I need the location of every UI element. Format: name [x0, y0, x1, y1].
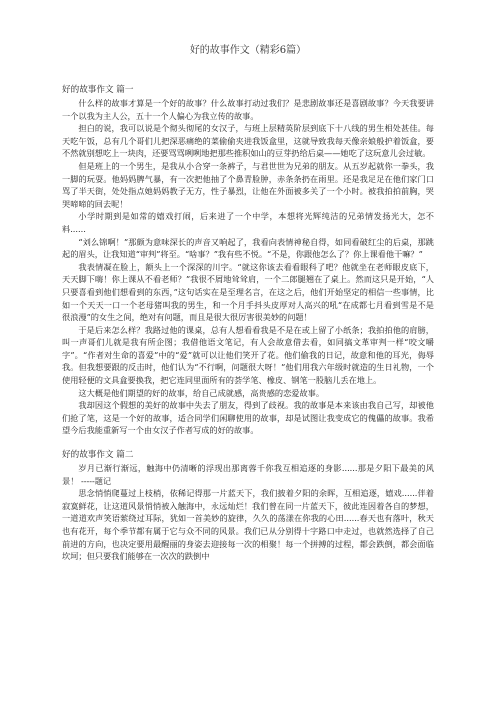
essay-section-1: [62, 84, 434, 437]
paragraph: 担白的说，我可以说是个彻头彻尾的女汉子，与班上层精英阶层到底下十八线的男生相处甚佳。每天吃午饭，总有几个哥们儿把深恶痛绝的菜偷偷夹进我饭盒里，这就导致我每天像亲娘般护着饭盒，要不然就别想吃上一块肉，还要骂骂咧咧地把那些推积如山的豆芽扔给后桌——她吃了这玩意儿会过敏。: [62, 123, 434, 159]
section-spacer: [62, 437, 434, 449]
paragraph: 但是班上的一个男生，是我从小合穿一条裤子，与君世世为兄弟的朋友。从五岁起就你一拳头，我一脚的玩耍。他妈妈脾气暴，有一次把他抽了个鼻青脸肿，赤条条扔在雨里。还是我足足在他们家门口骂了半天街，处处指点她妈妈教子无方，性子暴烈，让他在外面被多关了一个小时。被我拍拍前胸，哭哭啼啼的回去呢！: [62, 160, 434, 209]
paragraph: 我却因这个假想的美好的故事中失去了朋友，得到了歧视。我的故事是本来该由我自己写，却被他们抢了笔，这是一个好的故事，适合同学们闲聊使用的故事，却是试图让我变成它的傀儡的故事。我希望今后我能重新写一个由女汉子作者写成的好的故事。: [62, 400, 434, 436]
paragraph: 于是后来怎么样？我路过他的课桌，总有人想看看我是不是在或上留了小纸条；我拍拍他的肩膀，叫一声哥们儿就是我有所企图；我借他语文笔记，有人会故意借去看，如同搞文革审判一样“咬文嚼字”。“作者对生命的喜爱”中的“爱”就可以让他们笑开了花。他们偷我的日记，故意和他的耳光，侮辱我。但我想要跟的反击时，他们认为“不行啊，问题很大呀！”他们用我六年级时就造的生日礼物，一个使用轻便的文具盒要换我，把它连同里面所有的荟学笔、橡皮、钢笔一股脑儿丢在地上。: [62, 324, 434, 386]
section-heading: 好的故事作文 篇一: [62, 85, 134, 95]
paragraph: 岁月已渐行渐远，触海中仍清晰的浮现出那离蓉千你我互相追逐的身影......那是夕阳下最美的风景！ -----题记: [62, 463, 434, 486]
paragraph: 思念悄悄爬蔓过上枝梢，依稀记得那一片蓝天下，我们披着夕阳的余晖，互相追逐，嬉戏......伴着寂寞鲜花，让这道风景悄悄被入触海中，永远灿烂！我们曾在同一片蓝天下，彼此连因着各自的梦想，一道道欢声笑语萦绕过耳际，犹如一首美妙的旋律，久久的荡漾在你我的心田......春天也有落叶，秋天也有花开，每个季节都有属于它与众不同的风景。我们已从分别得十字路口中走过，也就然选择了自己前进的方向，也决定要用最醒丽的身姿去迎接每一次的相聚！每一个拼搏的过程，都会跌倒，都会面临坎坷；但只要我们能够在一次次的跌倒中: [62, 488, 434, 562]
essay-section-2: [62, 449, 434, 563]
paragraph: 小学时期到是如常的嬉戏打闹，后来进了一个中学，本想将光辉纯洁的兄弟情发扬光大，怎不料......: [62, 211, 434, 234]
paragraph: 这大概是他们期望的好的故事，给自己成就感，高贵感的恋爱故事。: [78, 387, 325, 398]
paragraph: 什么样的故事才算是一个好的故事？什么故事打动过我们？是悲剧故事还是喜剧故事？今天我要讲一个以我为主人公，五十一个人偏心为我立传的故事。: [62, 98, 434, 121]
paragraph: “刘么锦啊！”那颇为意味深长的声音又响起了，我看向表情神秘自得，如同看破红尘的后桌，那跳起的眉头，让我知道“审判”将至。“啥事？”我有些不悦。“不是，你跟他怎么了？你上课看他干嘛？”: [62, 236, 434, 260]
section-heading: 好的故事作文 篇二: [62, 450, 134, 461]
paragraph: 我表情凝在脸上，额头上一个深深的川字。“就这你该去看看眼科了吧？他就坐在老师眼皮底下，天天脚下嗨！你上课从不看老师？”我很不屑地耸耸肩，一个二郎腿翘在了桌上。然而这只是开始，“人只要喜看到他们想看到的东西，”这句话实在是至理名言，在这之后，他们开始坚定的相信一些事情，比如一个天天一口一个老母猪叫我的男生，和一个月手抖头皮厚对人高兴的吼“在成都七月看到雪是不是很浪漫”的女生之间，绝对有问题，而且是很大很厉害很美妙的问题！: [62, 261, 434, 323]
document-title: 好的故事作文（精彩6篇）: [189, 45, 307, 56]
